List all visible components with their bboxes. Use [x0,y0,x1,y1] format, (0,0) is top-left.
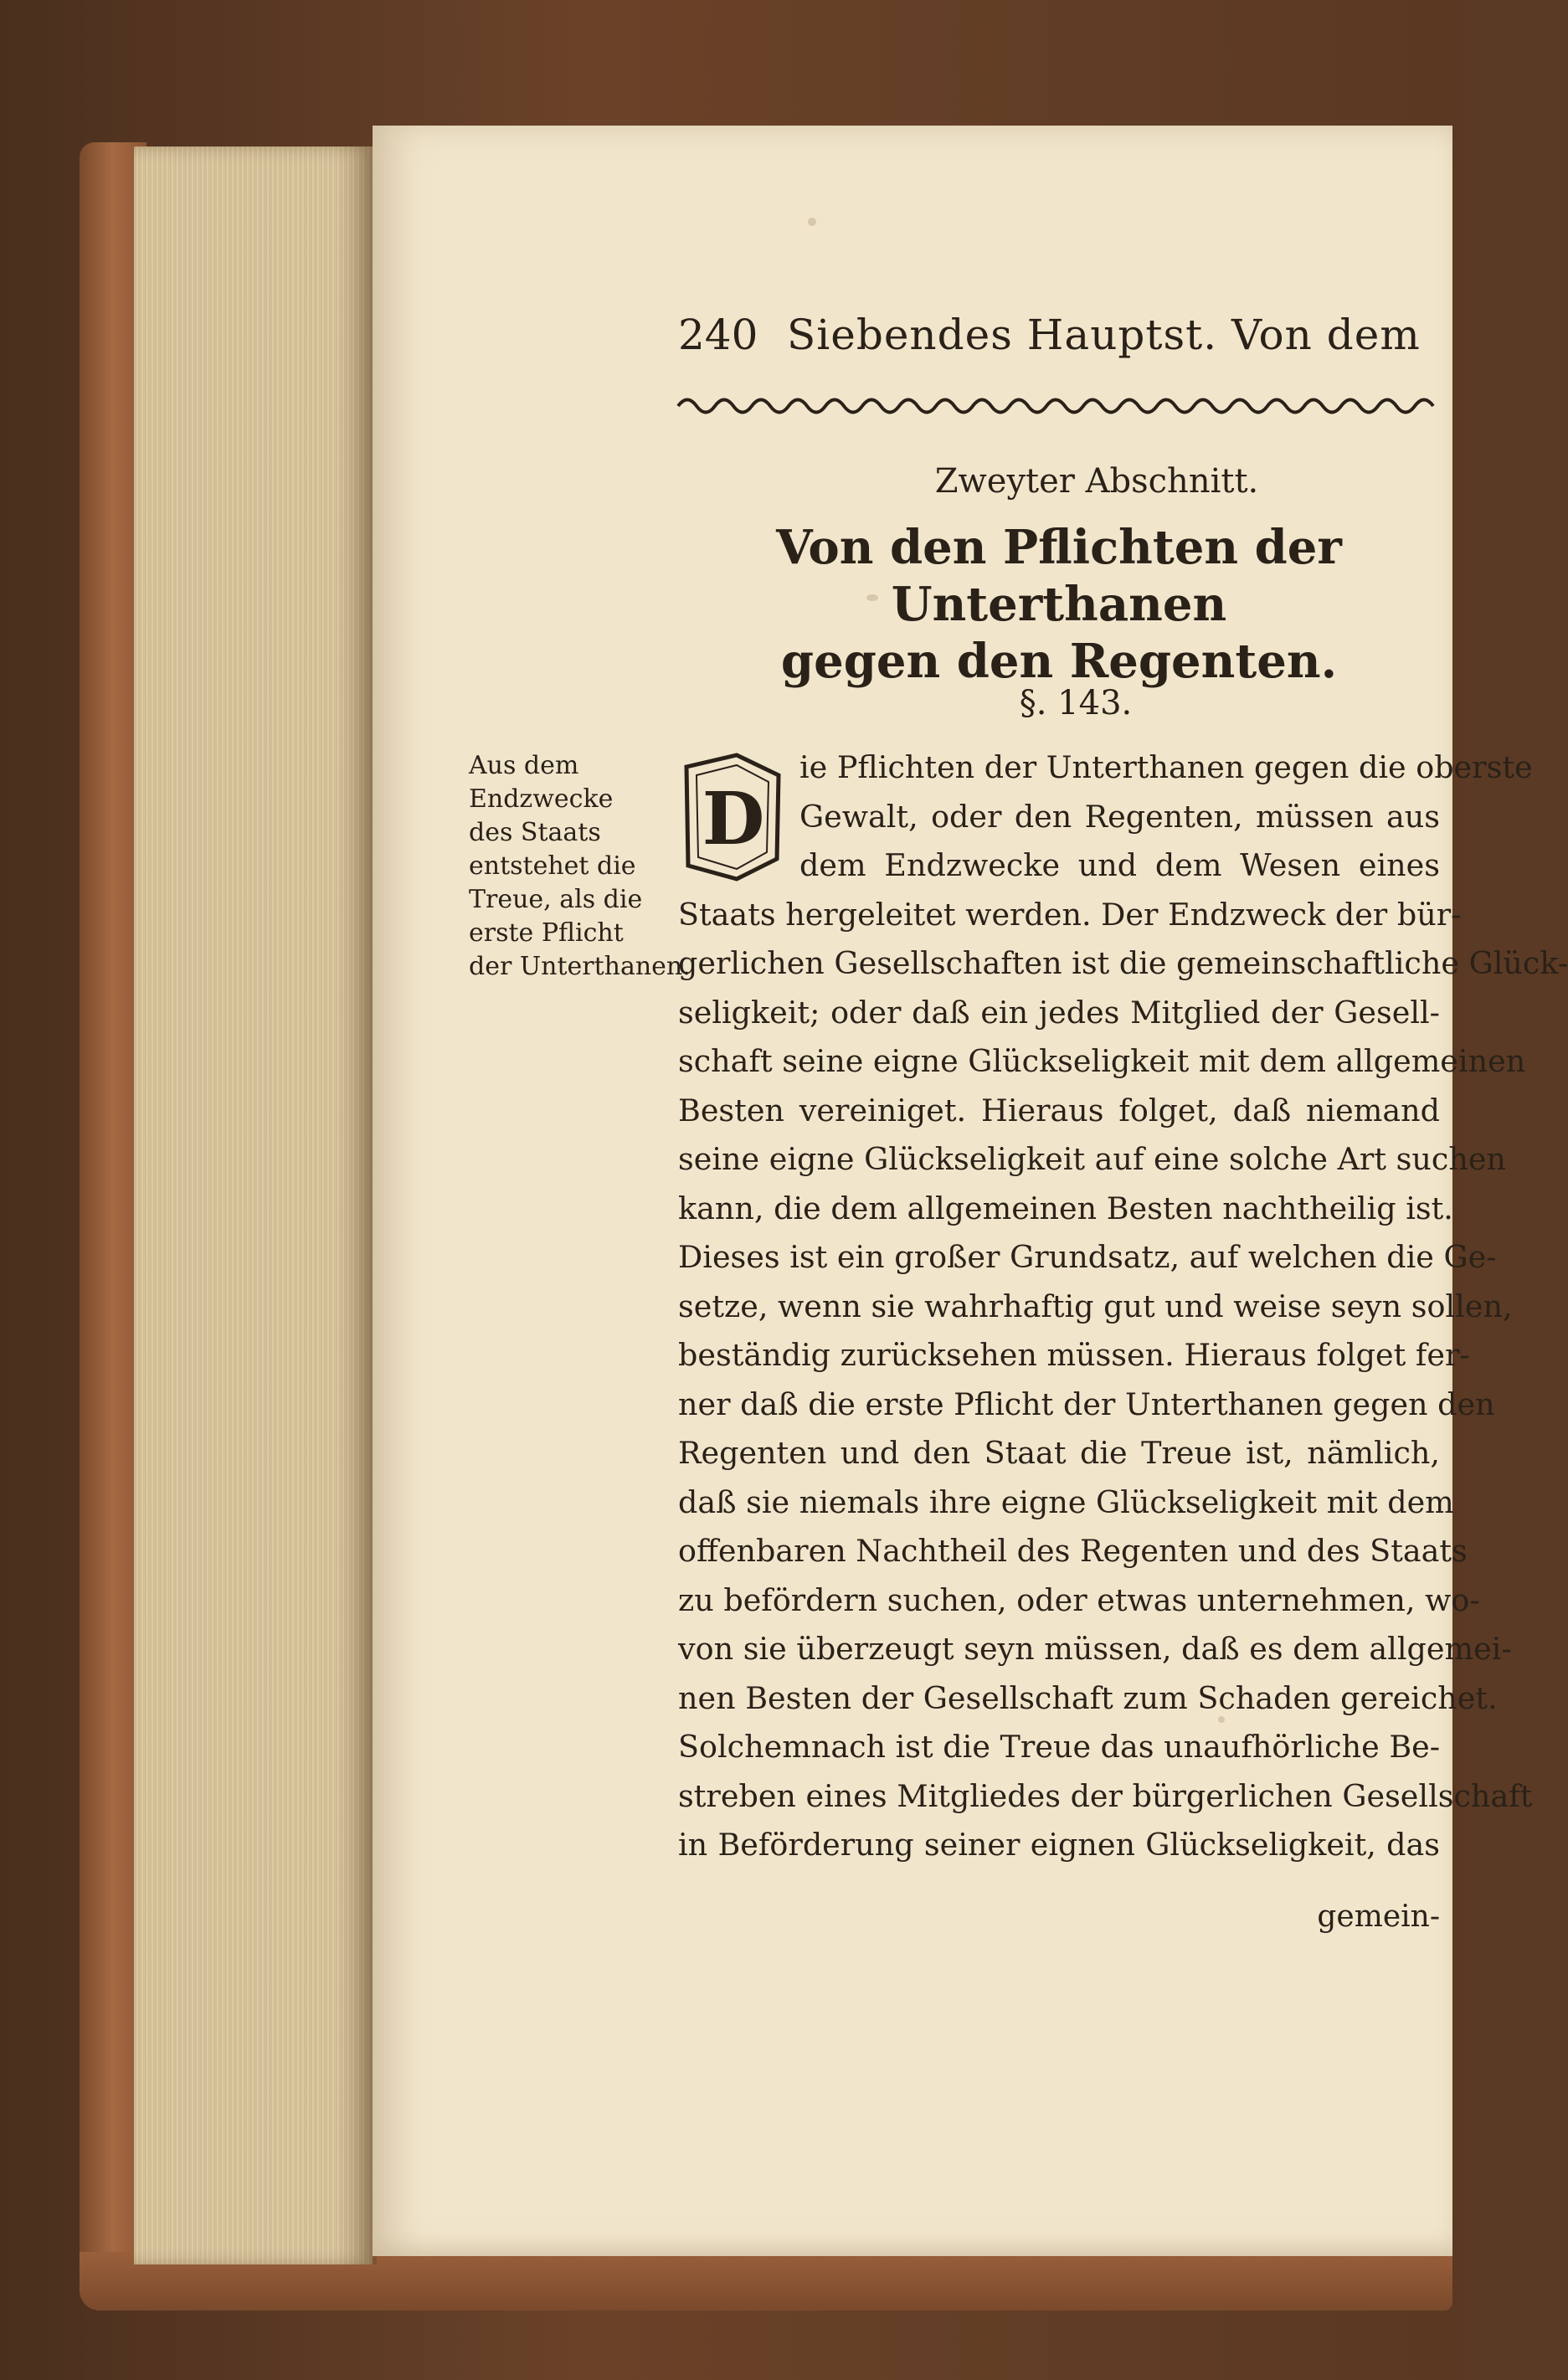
text-line: streben eines Mitgliedes der bürgerlichen Gesellschaft [678,1777,1533,1814]
page-block-shadow [335,147,377,2264]
text-line: nen Besten der Gesellschaft zum Schaden gereichet. [678,1679,1498,1716]
text-line: Solchemnach ist die Treue das unaufhörliche Be- [678,1729,1441,1765]
page-text-block [469,301,1568,1976]
chapter-title-line-2: gegen den Regenten. [780,634,1338,689]
text-line: gerlichen Gesellschaften ist die gemeinschaftliche Glück- [678,945,1568,981]
margin-note [469,749,691,1051]
text-line: zu befördern suchen, oder etwas unternehmen, wo- [678,1581,1480,1618]
text-line: daß sie niemals ihre eigne Glückseligkeit mit dem [678,1483,1454,1520]
text-line: kann, die dem allgemeinen Besten nachtheilig ist. [678,1190,1453,1226]
margin-note-line: erste Pflicht [469,918,624,948]
section-label: Zweyter Abschnitt. [934,462,1259,501]
margin-note-line: entstehet die [469,851,636,881]
margin-note-line: des Staats [469,818,601,847]
catchword: gemein- [1317,1899,1440,1934]
text-line: seligkeit; oder daß ein jedes Mitglied der Gesell- [678,994,1440,1031]
text-line: schaft seine eigne Glückseligkeit mit dem allgemeinen [678,1043,1526,1079]
text-line: seine eigne Glückseligkeit auf eine solche Art suchen [678,1141,1506,1177]
text-line: setze, wenn sie wahrhaftig gut und weise seyn sollen, [678,1288,1513,1324]
text-line: Dieses ist ein großer Grundsatz, auf welchen die Ge- [678,1239,1497,1275]
paper-speck [808,218,816,226]
page-number: 240 [678,311,758,359]
text-line: Besten vereiniget. Hieraus folget, daß niemand [678,1092,1440,1128]
running-head-title: Siebendes Hauptst. Von dem [787,311,1421,359]
text-line: offenbaren Nachtheil des Regenten und des Staats [678,1533,1468,1569]
drop-cap-ornament [678,750,787,884]
margin-note-line: Endzwecke [469,784,614,814]
chapter-title [678,519,1440,689]
chapter-title-line-1: Von den Pflichten der Unterthanen [776,520,1342,632]
text-line: von sie überzeugt seyn müssen, daß es dem allgemei- [678,1631,1512,1667]
wavy-rule-ornament [678,389,1440,423]
margin-note-line: der Unterthanen. [469,952,691,981]
text-line: Gewalt, oder den Regenten, müssen aus [799,798,1440,835]
text-line: ner daß die erste Pflicht der Unterthanen gegen den [678,1385,1495,1422]
margin-note-line: Aus dem [469,751,579,780]
text-line: dem Endzwecke und dem Wesen eines [799,847,1440,883]
margin-note-line: Treue, als die [469,885,643,914]
text-line: Staats hergeleitet werden. Der Endzweck der bür- [678,896,1462,933]
text-line: Regenten und den Staat die Treue ist, nämlich, [678,1435,1440,1471]
text-line: beständig zurücksehen müssen. Hieraus folget fer- [678,1337,1470,1373]
text-line: in Beförderung seiner eignen Glückseligkeit, das [678,1827,1440,1863]
text-line: ie Pflichten der Unterthanen gegen die oberste [799,749,1533,785]
body-text [678,743,1568,1899]
drop-cap-letter: D [702,777,765,861]
running-head [678,301,1440,368]
paragraph-number: §. 143. [1019,684,1133,722]
